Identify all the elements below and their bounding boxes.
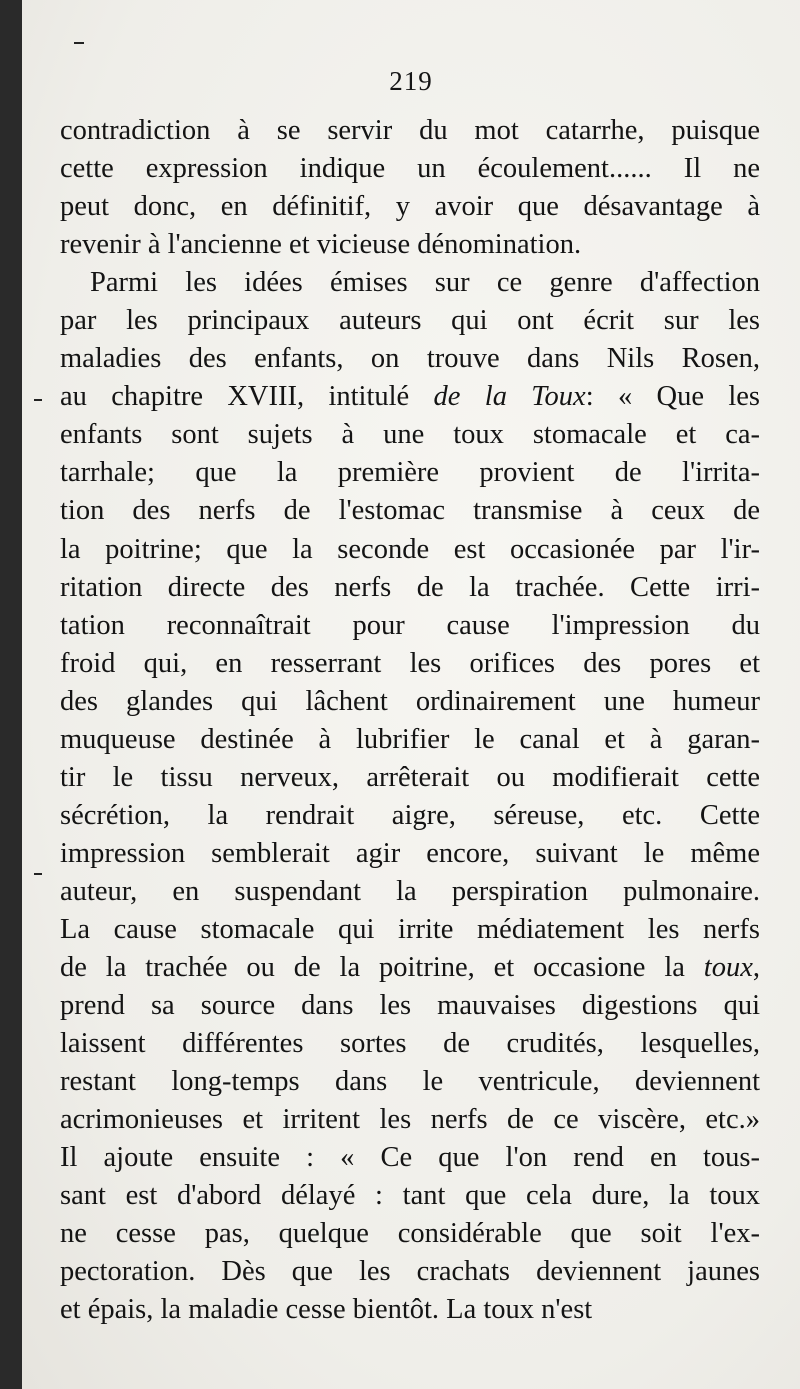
text-line — [60, 569, 760, 607]
text-line — [60, 150, 760, 188]
text-line — [60, 492, 760, 530]
text-line — [60, 683, 760, 721]
text-segment: tarrhale; que la première provient de l'irrita- — [60, 457, 760, 489]
text-segment: ne cesse pas, quelque considérable que soit l'ex- — [60, 1218, 760, 1250]
book-page — [22, 0, 800, 1389]
italic-text: toux — [703, 952, 753, 984]
text-line — [60, 1025, 760, 1063]
text-segment: de la trachée ou de la poitrine, et occasione la — [60, 952, 704, 984]
margin-mark — [34, 873, 42, 875]
text-segment: contradiction à se servir du mot catarrhe, puisque — [60, 115, 760, 146]
text-segment: enfants sont sujets à une toux stomacale et ca- — [60, 419, 760, 451]
text-line — [60, 1253, 760, 1291]
text-line — [60, 226, 760, 264]
text-segment: La cause stomacale qui irrite médiatement les nerfs — [60, 913, 760, 945]
text-segment: des glandes qui lâchent ordinairement une humeur — [60, 685, 760, 717]
body-text — [60, 112, 760, 1330]
text-segment: auteur, en suspendant la perspiration pulmonaire. — [60, 875, 760, 907]
text-segment: au chapitre XVIII, intitulé — [60, 381, 434, 413]
text-line — [60, 911, 760, 949]
text-line — [60, 340, 760, 378]
text-line — [60, 1139, 760, 1177]
text-segment: laissent différentes sortes de crudités, lesquelles, — [60, 1028, 760, 1060]
text-line — [60, 302, 760, 340]
text-line — [60, 873, 760, 911]
text-line — [60, 721, 760, 759]
text-line — [60, 1063, 760, 1101]
text-line — [60, 378, 760, 416]
text-segment: Il ajoute ensuite : « Ce que l'on rend en tous- — [60, 1142, 760, 1174]
text-segment: tion des nerfs de l'estomac transmise à ceux de — [60, 495, 760, 527]
text-segment: tir le tissu nerveux, arrêterait ou modifierait cette — [60, 761, 760, 793]
text-line — [60, 264, 760, 302]
text-segment: prend sa source dans les mauvaises digestions qui — [60, 990, 760, 1022]
text-segment: cette expression indique un écoulement...... Il ne — [60, 153, 760, 185]
page-number: 219 — [389, 66, 433, 96]
text-segment: la poitrine; que la seconde est occasionée par l'ir- — [60, 533, 760, 565]
text-line — [60, 1291, 760, 1329]
text-segment: pectoration. Dès que les crachats deviennent jaunes — [60, 1256, 760, 1288]
text-line — [60, 835, 760, 873]
text-segment: : « Que les — [585, 381, 761, 413]
text-segment: acrimonieuses et irritent les nerfs de ce viscère, etc.» — [60, 1104, 760, 1136]
text-line — [60, 645, 760, 683]
italic-text: de la Toux — [433, 381, 586, 413]
text-line — [60, 759, 760, 797]
text-line — [60, 454, 760, 492]
text-line — [60, 416, 760, 454]
text-segment: sécrétion, la rendrait aigre, séreuse, etc. Cette — [60, 799, 760, 831]
text-segment: sant est d'abord délayé : tant que cela dure, la toux — [60, 1180, 760, 1212]
text-segment: muqueuse destinée à lubrifier le canal et à garan- — [60, 723, 760, 755]
text-line — [60, 1101, 760, 1139]
margin-mark — [34, 399, 42, 401]
text-segment: revenir à l'ancienne et vicieuse dénomination. — [60, 229, 582, 261]
margin-mark — [74, 42, 84, 44]
text-line — [60, 112, 760, 150]
text-segment: , — [752, 952, 760, 984]
text-line — [60, 949, 760, 987]
text-segment: et épais, la maladie cesse bientôt. La toux n'est — [60, 1294, 593, 1326]
text-segment: impression semblerait agir encore, suivant le même — [60, 837, 760, 869]
text-line — [60, 531, 760, 569]
text-line — [60, 1177, 760, 1215]
text-segment: peut donc, en définitif, y avoir que désavantage à — [60, 191, 760, 223]
text-segment: Parmi les idées émises sur ce genre d'affection — [90, 267, 760, 299]
text-segment: tation reconnaîtrait pour cause l'impression du — [60, 609, 760, 641]
text-segment: ritation directe des nerfs de la trachée. Cette irri- — [60, 571, 760, 603]
text-segment: par les principaux auteurs qui ont écrit sur les — [60, 305, 760, 337]
text-line — [60, 188, 760, 226]
text-segment: restant long-temps dans le ventricule, deviennent — [60, 1066, 760, 1098]
text-segment: maladies des enfants, on trouve dans Nils Rosen, — [60, 343, 760, 375]
text-line — [60, 1215, 760, 1253]
text-line — [60, 797, 760, 835]
text-segment: froid qui, en resserrant les orifices des pores et — [60, 647, 760, 679]
text-line — [60, 987, 760, 1025]
text-line — [60, 607, 760, 645]
